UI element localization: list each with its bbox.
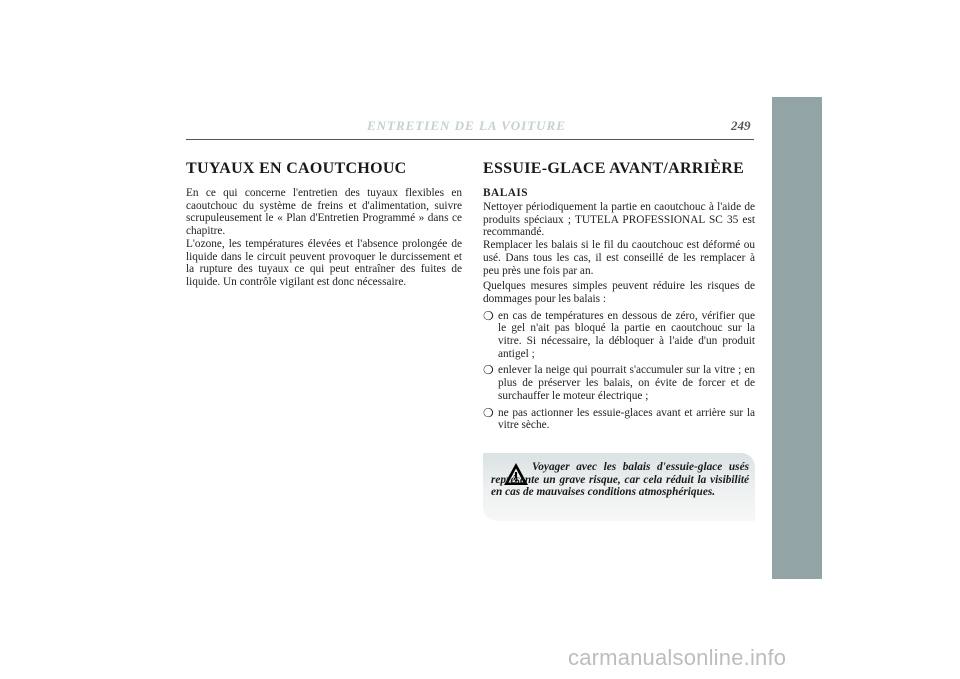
- subheading-blades: BALAIS: [483, 187, 529, 199]
- right-column: [483, 160, 755, 436]
- list-item: [483, 310, 755, 361]
- list-item: [483, 407, 755, 432]
- watermark: carmanualsonline.info: [568, 645, 787, 670]
- paragraph: L'ozone, les températures élevées et l'absence prolongée de liquide dans le circuit peuvent provoquer le durcissement et la rupture des tuyaux ce qui peut entraîner des fuites de liquide. Un contrôle vigilant est donc nécessaire.: [186, 237, 462, 288]
- page-number: 249: [731, 118, 751, 133]
- list-item-text: en cas de températures en dessous de zéro, vérifier que le gel n'ait pas bloqué la partie en caoutchouc sur la vitre. Si nécessaire, la débloquer à l'aide d'un produit antigel ;: [498, 309, 755, 360]
- running-title: ENTRETIEN DE LA VOITURE: [367, 118, 566, 133]
- bullet-circle-icon: ❍: [483, 308, 494, 323]
- bullet-circle-icon: ❍: [483, 363, 494, 378]
- list-item-text: ne pas actionner les essuie-glaces avant et arrière sur la vitre sèche.: [498, 406, 755, 432]
- left-column: [186, 160, 462, 289]
- section-heading-wipers: ESSUIE-GLACE AVANT/ARRIÈRE: [483, 160, 745, 177]
- list-item-text: enlever la neige qui pourrait s'accumuler sur la vitre ; en plus de préserver les balais, on évite de forcer et de surchauffer le moteur électrique ;: [498, 364, 755, 402]
- paragraph: Remplacer les balais si le fil du caoutchouc est déformé ou usé. Dans tous les cas, il est conseillé de les remplacer à peu près une fois par an.: [483, 239, 755, 277]
- bullet-circle-icon: ❍: [483, 405, 494, 420]
- paragraph: Nettoyer périodiquement la partie en caoutchouc à l'aide de produits spéciaux ; TUTELA PROFESSIONAL SC 35 est recommandé.: [483, 201, 755, 239]
- header-divider: [186, 139, 754, 140]
- paragraph: Quelques mesures simples peuvent réduire les risques de dommages pour les balais :: [483, 280, 755, 305]
- chapter-side-tab: [772, 97, 822, 579]
- bullet-list: [483, 310, 755, 432]
- section-heading-rubber-hoses: TUYAUX EN CAOUTCHOUC: [186, 160, 407, 177]
- warning-text: Voyager avec les balais d'essuie-glace usés représente un grave risque, car cela réduit la visibilité en cas de mauvaises conditions atmosphériques.: [491, 461, 749, 499]
- list-item: [483, 364, 755, 402]
- warning-box: [483, 453, 755, 521]
- paragraph: En ce qui concerne l'entretien des tuyaux flexibles en caoutchouc du système de freins et d'alimentation, suivre scrupuleusement le « Plan d'Entretien Programmé » dans ce chapitre.: [186, 187, 462, 238]
